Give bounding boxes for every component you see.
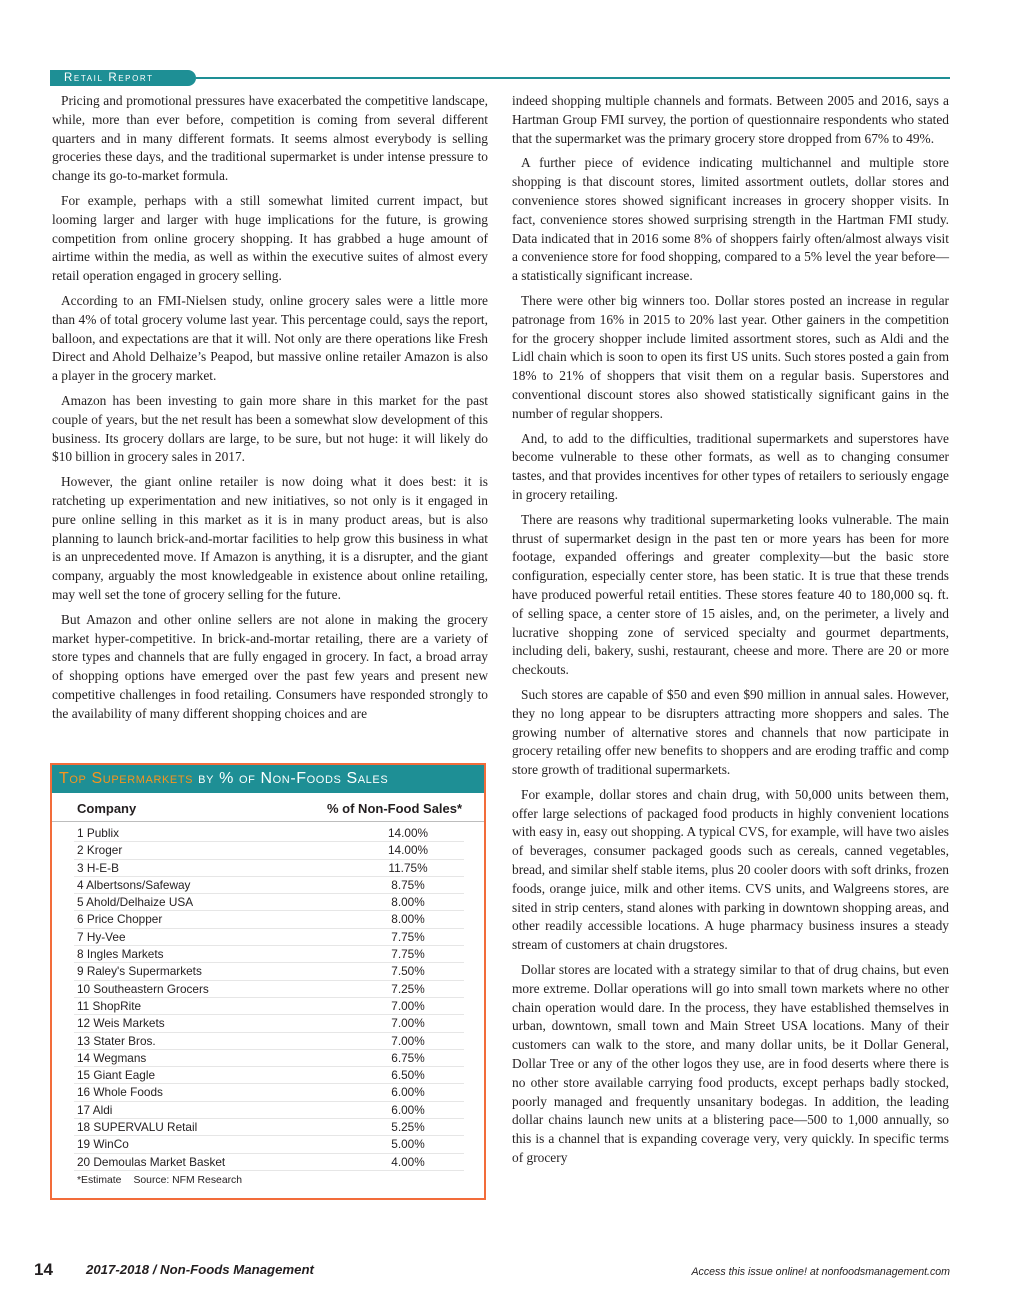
table-footnote — [77, 1175, 242, 1186]
table-row — [74, 1136, 464, 1153]
table-row — [74, 1050, 464, 1067]
table-row — [74, 1154, 464, 1171]
non-food-percent: 14.00% — [387, 826, 428, 840]
header-rule — [196, 77, 950, 79]
section-label: Retail Report — [50, 70, 196, 86]
table-row — [74, 1119, 464, 1136]
non-food-percent: 6.75% — [391, 1050, 425, 1065]
table-row — [74, 894, 464, 911]
non-food-percent: 7.75% — [391, 947, 425, 962]
supermarket-name: 4 Albertsons/Safeway — [77, 877, 191, 892]
article-paragraph: There are reasons why traditional supermarketing looks vulnerable. The main thrust of supermarket design in the past ten or more years has been for more footage, expanded offerings and greater complexity—but the basic store configuration, especially center store, has been static. It is true that these trends have produced powerful retail entities. These stores feature 40 to 180,000 sq. ft. of selling space, a center store of 15 aisles, and, on the perimeter, a lively and lucrative shopping zone of serviced specialty and gourmet departments, including deli, bakery, sushi, restaurant, cheese and more. There are 20 or more checkouts. — [512, 511, 949, 678]
non-food-percent: 7.00% — [391, 1033, 425, 1048]
publication-title: 2017-2018 / Non-Foods Management — [86, 1262, 314, 1277]
supermarket-name: 20 Demoulas Market Basket — [77, 1154, 226, 1169]
article-paragraph: A further piece of evidence indicating multichannel and multiple store shopping is that discount stores, limited assortment outlets, dollar stores and convenience stores showed significant increases in grocery shopper visits. In fact, convenience stores showed surprising strength in the Hartman FMI study. Data indicated that in 2016 some 8% of shoppers fairly often/almost always visit a convenience store for food shopping, compared to a 5% level the year before—a statistically significant increase. — [512, 155, 949, 284]
column-header-company: Company — [77, 801, 137, 816]
table-row — [74, 860, 464, 877]
supermarket-name: 12 Weis Markets — [77, 1016, 165, 1031]
table-row — [74, 963, 464, 980]
article-paragraph: For example, perhaps with a still somewhat limited current impact, but looming larger and larger with huge implications for the future, is growing competition from online grocery shopping. It has grabbed a huge amount of airtime within the media, as well as within the executive suites of almost every retail operation engaged in grocery selling. — [52, 192, 488, 284]
non-food-percent: 8.75% — [391, 877, 425, 892]
table-header — [52, 793, 484, 822]
supermarket-name: 14 Wegmans — [77, 1050, 147, 1065]
table-row — [74, 1067, 464, 1084]
non-food-percent: 7.25% — [391, 981, 425, 996]
table-row — [74, 1102, 464, 1119]
non-food-percent: 5.00% — [391, 1137, 425, 1152]
article-paragraph: Amazon has been investing to gain more share in this market for the past couple of years, but the net result has been a somewhat slow development of this business. Its grocery dollars are large, to be sure, but not huge: it will likely do $10 billion in grocery sales in 2017. — [52, 392, 488, 465]
non-food-percent: 7.50% — [391, 964, 425, 979]
article-paragraph: However, the giant online retailer is now doing what it does best: it is ratcheting up experimentation and new initiatives, so not only is it engaged in pure online selling in this market as it is in many product areas, but is also planning to launch brick-and-mortar facilities to help grow this business in what is an unprecedented move. If Amazon is anything, it is a disrupter, and the giant company, arguably the most knowledgeable in existence about online retailing, may well set the tone of grocery selling for the future. — [52, 474, 488, 602]
access-online-link[interactable]: Access this issue online! at nonfoodsmanagement.com — [691, 1266, 950, 1278]
table-row — [74, 981, 464, 998]
supermarket-name: 3 H-E-B — [77, 860, 119, 875]
article-paragraph: Such stores are capable of $50 and even $90 million in annual sales. However, they no long appear to be disrupters attracting more shoppers and sales. The growing number of alternative stores and channels that now participate in grocery retailing offer new benefits to shoppers and are eroding traffic and comp store growth of traditional supermarkets. — [512, 686, 949, 778]
non-food-percent: 7.75% — [391, 929, 425, 944]
article-paragraph: And, to add to the difficulties, traditional supermarkets and superstores have become vulnerable to these other formats, as well as to changing consumer tastes, and that provides incentives for other types of retailers to seriously engage in grocery retailing. — [512, 430, 949, 502]
table-row — [74, 911, 464, 928]
non-food-percent: 7.00% — [391, 1016, 425, 1031]
sidebar-title — [52, 765, 484, 793]
supermarket-name: 13 Stater Bros. — [77, 1033, 156, 1048]
article-paragraph: Dollar stores are located with a strategy similar to that of drug chains, but even more extreme. Dollar operations will go into small town markets where no other chain operation would dare. In the process, they have established themselves in urban, downtown, small town and Main Street USA locations. Many of their customers can walk to the store, and many dollar units, be it Dollar General, Dollar Tree or any of the other logos they use, are in food deserts where there is no other store available carrying food products, except perhaps badly stocked, poorly managed and frequently unsanitary bodegas. In addition, the leading dollar chains launch new units at a blistering pace—500 to 1,000 annually, so this is a channel that is expanding coverage very, very quickly. In specific terms of grocery — [512, 962, 949, 1166]
non-food-percent: 14.00% — [387, 843, 428, 858]
non-food-percent: 6.00% — [391, 1102, 425, 1117]
non-food-percent: 7.00% — [391, 998, 425, 1013]
table-row — [74, 946, 464, 963]
supermarket-name: 10 Southeastern Grocers — [77, 981, 209, 996]
non-food-percent: 11.75% — [388, 860, 428, 875]
table-row — [74, 1084, 464, 1101]
section-header — [0, 34, 1024, 84]
sidebar-title-accent: Top Supermarkets — [59, 770, 194, 787]
table-row — [74, 842, 464, 859]
article-paragraph: indeed shopping multiple channels and formats. Between 2005 and 2016, says a Hartman Group FMI survey, the portion of questionnaire respondents who stated that the supermarket was the primary grocery store dropped from 67% to 49%. — [512, 93, 949, 146]
supermarket-name: 1 Publix — [77, 826, 119, 840]
table-row — [74, 998, 464, 1015]
supermarket-name: 15 Giant Eagle — [77, 1068, 156, 1083]
column-header-percent: % of Non-Food Sales* — [327, 801, 463, 816]
article-paragraph: According to an FMI-Nielsen study, online grocery sales were a little more than 4% of total grocery volume last year. This percentage could, says the report, balloon, and expectations are that it will. Not only are there operations like Fresh Direct and Ahold Delhaize’s Peapod, but massive online retailer Amazon is also a player in the grocery market. — [52, 292, 488, 384]
page-number: 14 — [34, 1260, 53, 1279]
supermarket-name: 19 WinCo — [77, 1137, 129, 1152]
supermarket-name: 18 SUPERVALU Retail — [77, 1120, 198, 1135]
article-paragraph: For example, dollar stores and chain drug, with 50,000 units between them, offer large selections of packaged food products in highly convenient locations with easy in, easy out shopping. A typical CVS, for example, will have two aisles of beverages, consumer packaged goods such as cereals, canned vegetables, bread, and similar shelf stable items, plus 20 cooler doors with soft drinks, frozen foods, orange juice, milk and other items. CVS units, and Walgreens stores, are sited in strip centers, stand alones with parking in downtown shopping areas, and other readily accessible locations. A huge pharmacy business insures a steady stream of customers at chain drugstores. — [512, 786, 949, 953]
article-paragraph: There were other big winners too. Dollar stores posted an increase in regular patronage from 16% in 2015 to 20% last year. Other gainers in the competition for the grocery shopper include limited assortment stores, such as Aldi and the Lidl chain which is soon to open its first US units. Such stores posted a gain from 18% to 21% of shoppers that visit them on a regular basis. Superstores and conventional discount stores also showed statistically significant gains in the number of regular shoppers. — [512, 292, 950, 421]
article-left-column — [52, 92, 488, 730]
non-food-percent: 8.00% — [391, 895, 425, 910]
sidebar-title-rest: by % of Non-Foods Sales — [193, 770, 389, 787]
article-paragraph: But Amazon and other online sellers are not alone in making the grocery market hyper-competitive. In brick-and-mortar retailing, there are a variety of store types and channels that are fully engaged in grocery. In fact, a broad array of shopping options have emerged over the past few years and present new competitive challenges in food retailing. Consumers have responded strongly to the availability of many different shopping choices and are — [52, 611, 488, 721]
footnote-source: Source: NFM Research — [133, 1175, 243, 1186]
supermarket-name: 9 Raley's Supermarkets — [77, 964, 202, 979]
supermarket-name: 11 ShopRite — [77, 998, 142, 1013]
footnote-estimate: *Estimate — [77, 1175, 122, 1186]
top-supermarkets-sidebar — [50, 763, 486, 1200]
supermarket-name: 16 Whole Foods — [77, 1085, 163, 1100]
supermarket-name: 8 Ingles Markets — [77, 947, 164, 962]
supermarket-name: 2 Kroger — [77, 843, 123, 858]
table-row — [74, 929, 464, 946]
non-food-percent: 8.00% — [391, 912, 425, 927]
supermarket-name: 6 Price Chopper — [77, 912, 163, 927]
table-row — [74, 1015, 464, 1032]
table-row — [74, 877, 464, 894]
supermarket-name: 5 Ahold/Delhaize USA — [77, 895, 194, 910]
table-row — [74, 825, 464, 842]
supermarket-name: 17 Aldi — [77, 1102, 113, 1117]
article-right-column — [512, 92, 949, 1174]
article-paragraph: Pricing and promotional pressures have exacerbated the competitive landscape, while, more than ever before, competition is coming from several different quarters and in many different formats. It seems almost everybody is selling groceries these days, and the traditional supermarket is under intense pressure to change its go-to-market formula. — [52, 93, 488, 184]
table-body — [52, 825, 484, 1171]
non-food-percent: 4.00% — [391, 1154, 425, 1169]
non-food-percent: 6.00% — [391, 1085, 425, 1100]
supermarket-name: 7 Hy-Vee — [77, 929, 126, 944]
non-food-percent: 6.50% — [391, 1068, 425, 1083]
table-row — [74, 1033, 464, 1050]
non-food-percent: 5.25% — [391, 1120, 425, 1135]
